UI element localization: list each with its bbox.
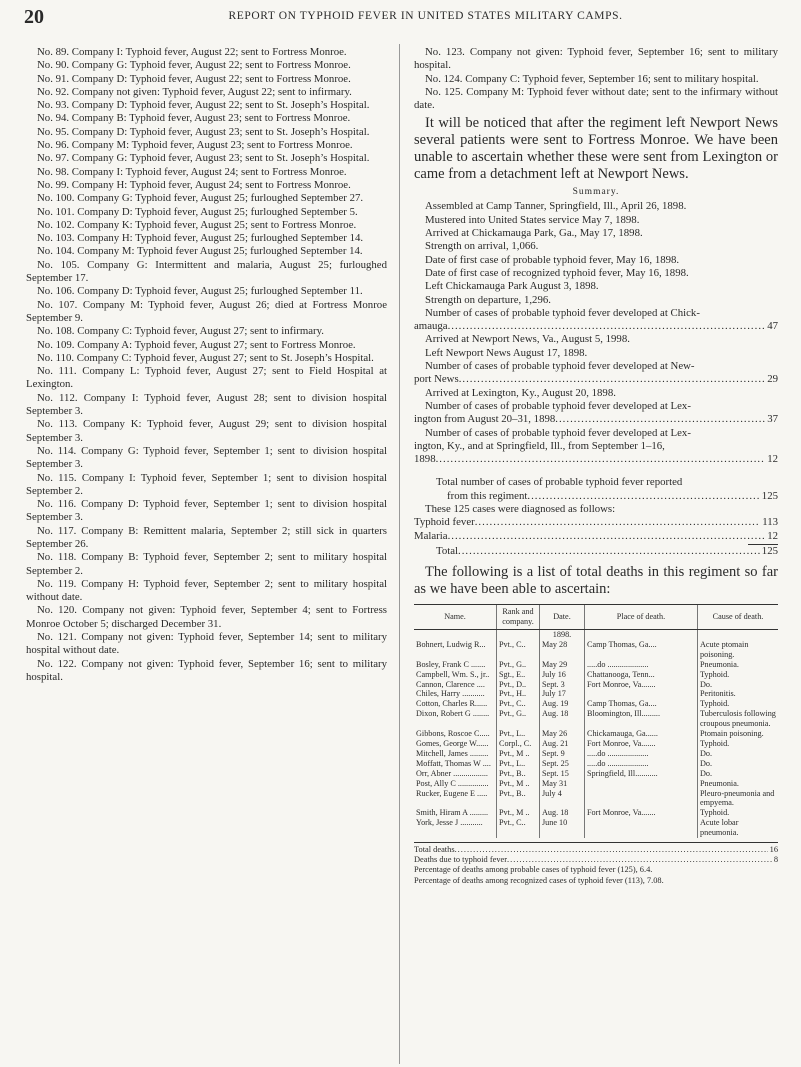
death-place: Chattanooga, Tenn... xyxy=(585,670,698,680)
death-name: Cotton, Charles R...... xyxy=(416,699,488,709)
death-date: Sept. 25 xyxy=(540,759,585,769)
typhoid-deaths-row: Deaths due to typhoid fever ..... 8 xyxy=(414,855,778,865)
case-entry: No. 121. Company not given: Typhoid fever, September 14; sent to military hospital without date. xyxy=(26,631,387,657)
death-cause: Acute lobar pneumonia. xyxy=(698,818,779,838)
death-place: Fort Monroe, Va....... xyxy=(585,739,698,749)
death-place: .....do .................... xyxy=(585,759,698,769)
death-cause: Pneumonia. xyxy=(698,779,779,789)
death-row xyxy=(414,670,778,680)
case-entry: No. 120. Company not given: Typhoid fever, September 4; sent to Fortress Monroe October 5; discharged December 31. xyxy=(26,604,387,630)
case-entry: No. 117. Company B: Remittent malaria, September 2; still sick in quarters September 26. xyxy=(26,524,387,550)
death-row xyxy=(414,818,778,838)
total-cases-row: from this regiment ..... 125 xyxy=(414,490,778,503)
deaths-table-body xyxy=(414,630,778,839)
case-entry: No. 96. Company M: Typhoid fever, August 23; sent to Fortress Monroe. xyxy=(37,139,353,152)
lex-count-value: 37 xyxy=(767,413,778,426)
running-title: REPORT ON TYPHOID FEVER IN UNITED STATES MILITARY CAMPS. xyxy=(228,10,623,22)
malaria-row: Malaria ..... 12 xyxy=(414,530,778,543)
summary-line: Date of first case of recognized typhoid fever, May 16, 1898. xyxy=(425,266,689,279)
death-place: .....do .................... xyxy=(585,660,698,670)
death-name: Bosley, Frank C ....... xyxy=(416,659,486,669)
death-place: .....do .................... xyxy=(585,749,698,759)
case-entry: No. 97. Company G: Typhoid fever, August 23; sent to St. Joseph’s Hospital. xyxy=(37,152,370,165)
year-row xyxy=(414,630,778,640)
summary-line: Strength on arrival, 1,066. xyxy=(425,240,539,253)
diag-total-row: Total ..... 125 xyxy=(414,545,778,558)
case-entry: No. 122. Company not given: Typhoid fever, September 16; sent to military hospital. xyxy=(26,657,387,683)
summary-line: Left Chickamauga Park August 3, 1898. xyxy=(425,280,599,293)
case-entry: No. 113. Company K: Typhoid fever, August 29; sent to division hospital September 3. xyxy=(26,418,387,444)
death-date: July 17 xyxy=(540,689,585,699)
death-cause: Pneumonia. xyxy=(698,660,779,670)
page-number: 20 xyxy=(24,6,44,28)
right-column xyxy=(414,46,778,886)
death-rank: Pvt., G.. xyxy=(497,709,540,729)
death-place xyxy=(585,789,698,809)
case-entry: No. 107. Company M: Typhoid fever, August 26; died at Fortress Monroe September 9. xyxy=(26,298,387,324)
death-rank: Pvt., L.. xyxy=(497,729,540,739)
total-deaths-value: 16 xyxy=(769,845,778,855)
summary-heading: Summary. xyxy=(572,187,620,198)
death-name: Gomes, George W...... xyxy=(416,738,489,748)
death-cause: Do. xyxy=(698,769,779,779)
diagnosed-intro: These 125 cases were diagnosed as follows: xyxy=(425,503,616,516)
death-date: Sept. 3 xyxy=(540,680,585,690)
newport-count-row: port News ..... 29 xyxy=(414,373,778,386)
case-entry: No. 124. Company C: Typhoid fever, September 16; sent to military hospital. xyxy=(425,72,759,85)
death-name: Gibbons, Roscoe C..... xyxy=(416,729,490,739)
case-entry: No. 118. Company B: Typhoid fever, September 2; sent to military hospital September 2. xyxy=(26,551,387,577)
death-date: May 31 xyxy=(540,779,585,789)
death-name: York, Jesse J ........... xyxy=(416,818,483,828)
death-row xyxy=(414,680,778,690)
lexsp-count-value: 12 xyxy=(767,453,778,466)
lexsp-count-text-2: ington, Ky., and at Springfield, Ill., from September 1–16, xyxy=(414,439,665,452)
death-cause: Pleuro-pneumonia and empyema. xyxy=(698,789,779,809)
chick-count-text: Number of cases of probable typhoid fever developed at Chick- xyxy=(425,306,700,319)
death-row xyxy=(414,660,778,670)
death-date: May 29 xyxy=(540,660,585,670)
death-name: Dixon, Robert G ........ xyxy=(416,709,490,719)
typhoid-row: Typhoid fever ..... 113 xyxy=(414,516,778,529)
death-place xyxy=(585,818,698,838)
death-name: Mitchell, James ......... xyxy=(416,748,489,758)
case-entry: No. 111. Company L: Typhoid fever, August 27; sent to Field Hospital at Lexington. xyxy=(26,365,387,391)
death-rank: Pvt., C.. xyxy=(497,818,540,838)
lexsp-count-text-1: Number of cases of probable typhoid fever developed at Lex- xyxy=(425,426,691,439)
newport-count-value: 29 xyxy=(767,373,778,386)
death-date: July 16 xyxy=(540,670,585,680)
col-rank: Rank and company. xyxy=(497,605,540,630)
death-place: Springfield, Ill........... xyxy=(585,769,698,779)
lexsp-count-row: 1898 ..... 12 xyxy=(414,453,778,466)
death-rank: Sgt., E.. xyxy=(497,670,540,680)
death-cause: Acute ptomain poisoning. xyxy=(698,640,779,660)
death-place: Camp Thomas, Ga.... xyxy=(585,640,698,660)
summary-line: Assembled at Camp Tanner, Springfield, Ill., April 26, 1898. xyxy=(425,200,687,213)
death-row xyxy=(414,779,778,789)
case-entry: No. 90. Company G: Typhoid fever, August 22; sent to Fortress Monroe. xyxy=(37,59,351,72)
deaths-table-header xyxy=(414,605,778,630)
case-entry: No. 92. Company not given: Typhoid fever, August 22; sent to infirmary. xyxy=(37,85,352,98)
total-cases-value: 125 xyxy=(761,489,778,502)
case-entry: No. 116. Company D: Typhoid fever, September 1; sent to division hospital September 3. xyxy=(26,498,387,524)
case-entry: No. 91. Company D: Typhoid fever, August 22; sent to Fortress Monroe. xyxy=(37,72,351,85)
death-cause: Typhoid. xyxy=(698,699,779,709)
summary-lines xyxy=(414,200,778,306)
death-place: Bloomington, Ill......... xyxy=(585,709,698,729)
death-cause: Peritonitis. xyxy=(698,689,779,699)
notice-paragraph: It will be noticed that after the regiment left Newport News several patients were sent to Fortress Monroe. We have been unable to ascertain whether these were sent from Lexington or came from a detachment left at Newport News. xyxy=(414,115,778,183)
diag-total-value: 125 xyxy=(761,544,778,557)
summary-line: Date of first case of probable typhoid fever, May 16, 1898. xyxy=(425,253,680,266)
death-name: Smith, Hiram A ......... xyxy=(416,808,489,818)
case-entry: No. 100. Company G: Typhoid fever, August 25; furloughed September 27. xyxy=(37,192,364,205)
death-place xyxy=(585,779,698,789)
death-rank: Pvt., D.. xyxy=(497,680,540,690)
case-entry: No. 108. Company C: Typhoid fever, August 27; sent to infirmary. xyxy=(37,325,325,338)
death-row xyxy=(414,759,778,769)
case-entry: No. 93. Company D: Typhoid fever, August 22; sent to St. Joseph’s Hospital. xyxy=(37,99,370,112)
typhoid-deaths-value: 8 xyxy=(773,855,778,865)
death-row xyxy=(414,709,778,729)
case-entry: No. 112. Company I: Typhoid fever, August 28; sent to division hospital September 3. xyxy=(26,391,387,418)
death-rank: Pvt., M .. xyxy=(497,779,540,789)
death-date: Sept. 9 xyxy=(540,749,585,759)
col-date: Date. xyxy=(540,605,585,630)
case-entry: No. 109. Company A: Typhoid fever, August 27; sent to Fortress Monroe. xyxy=(37,338,356,351)
death-place: Fort Monroe, Va....... xyxy=(585,808,698,818)
newport-count-text: Number of cases of probable typhoid fever developed at New- xyxy=(425,360,695,373)
arrived-newport: Arrived at Newport News, Va., August 5, 1998. xyxy=(425,333,630,346)
chick-count-value: 47 xyxy=(767,320,778,333)
case-entry: No. 115. Company I: Typhoid fever, September 1; sent to division hospital September 2. xyxy=(26,471,387,497)
death-row xyxy=(414,689,778,699)
case-entry: No. 114. Company G: Typhoid fever, September 1; sent to division hospital September 3. xyxy=(26,444,387,471)
death-rank: Pvt., B.. xyxy=(497,789,540,809)
death-name: Moffatt, Thomas W .... xyxy=(416,758,491,768)
malaria-value: 12 xyxy=(767,529,778,542)
death-cause: Typhoid. xyxy=(698,739,779,749)
summary-line: Mustered into United States service May 7, 1898. xyxy=(425,213,640,226)
death-place: Fort Monroe, Va....... xyxy=(585,680,698,690)
case-entry: No. 94. Company B: Typhoid fever, August 23; sent to Fortress Monroe. xyxy=(37,112,351,125)
death-name: Cannon, Clarence .... xyxy=(416,679,485,689)
death-cause: Typhoid. xyxy=(698,670,779,680)
death-name: Bohnert, Ludwig R... xyxy=(416,639,486,649)
death-row xyxy=(414,769,778,779)
death-date: Aug. 18 xyxy=(540,808,585,818)
death-place: Camp Thomas, Ga.... xyxy=(585,699,698,709)
total-deaths-row: Total deaths ..... 16 xyxy=(414,845,778,855)
col-place: Place of death. xyxy=(585,605,698,630)
total-cases-text: Total number of cases of probable typhoid fever reported xyxy=(436,476,683,489)
case-entry: No. 101. Company D: Typhoid fever, August 25; furloughed September 5. xyxy=(37,205,358,218)
case-entry: No. 95. Company D: Typhoid fever, August 23; sent to St. Joseph’s Hospital. xyxy=(37,125,370,138)
case-entry: No. 104. Company M: Typhoid fever August 25; furloughed September 14. xyxy=(37,245,363,258)
left-column xyxy=(26,46,387,684)
death-row xyxy=(414,749,778,759)
death-rank: Pvt., G.. xyxy=(497,660,540,670)
chick-count-row: amauga ..... 47 xyxy=(414,320,778,333)
summary-line: Strength on departure, 1,296. xyxy=(425,293,551,306)
death-cause: Tuberculosis following croupous pneumonia. xyxy=(698,709,779,729)
lex-count-row: ington from August 20–31, 1898 ..... 37 xyxy=(414,413,778,426)
case-entry: No. 106. Company D: Typhoid fever, August 25; furloughed September 11. xyxy=(37,285,363,298)
col-name: Name. xyxy=(414,605,497,630)
death-date: July 4 xyxy=(540,789,585,809)
death-row xyxy=(414,808,778,818)
case-entry: No. 119. Company H: Typhoid fever, September 2; sent to military hospital without date. xyxy=(26,577,387,604)
pct-probable: Percentage of deaths among probable cases of typhoid fever (125), 6.4. xyxy=(414,865,653,875)
death-cause: Do. xyxy=(698,749,779,759)
death-name: Rucker, Eugene E ..... xyxy=(416,788,488,798)
death-row xyxy=(414,640,778,660)
case-entry: No. 110. Company C: Typhoid fever, August 27; sent to St. Joseph’s Hospital. xyxy=(37,351,374,364)
death-cause: Do. xyxy=(698,759,779,769)
death-cause: Ptomain poisoning. xyxy=(698,729,779,739)
death-rank: Pvt., C.. xyxy=(497,640,540,660)
death-date: June 10 xyxy=(540,818,585,838)
death-date: Aug. 18 xyxy=(540,709,585,729)
death-date: Aug. 19 xyxy=(540,699,585,709)
death-date: Aug. 21 xyxy=(540,739,585,749)
death-name: Campbell, Wm. S., jr.. xyxy=(416,669,490,679)
case-entry: No. 105. Company G: Intermittent and malaria, August 25; furloughed September 17. xyxy=(26,258,387,285)
summary-line: Arrived at Chickamauga Park, Ga., May 17, 1898. xyxy=(425,227,643,240)
pct-recognized: Percentage of deaths among recognized cases of typhoid fever (113), 7.08. xyxy=(414,875,664,885)
death-date: May 28 xyxy=(540,640,585,660)
arrived-lexington: Arrived at Lexington, Ky., August 20, 1898. xyxy=(425,386,616,399)
death-name: Post, Ally C ............... xyxy=(416,778,489,788)
column-divider xyxy=(399,44,400,1064)
death-row xyxy=(414,729,778,739)
deaths-footer xyxy=(414,842,778,886)
death-rank: Pvt., B.. xyxy=(497,769,540,779)
col-cause: Cause of death. xyxy=(698,605,779,630)
case-entry: No. 123. Company not given: Typhoid fever, September 16; sent to military hospital. xyxy=(414,46,778,72)
death-place: Chickamauga, Ga...... xyxy=(585,729,698,739)
left-newport: Left Newport News August 17, 1898. xyxy=(425,346,588,359)
death-rank: Pvt., L.. xyxy=(497,759,540,769)
death-rank: Pvt., M .. xyxy=(497,808,540,818)
case-entry: No. 103. Company H: Typhoid fever, August 25; furloughed September 14. xyxy=(37,232,364,245)
case-entry: No. 98. Company I: Typhoid fever, August 24; sent to Fortress Monroe. xyxy=(37,165,347,178)
death-rank: Pvt., M .. xyxy=(497,749,540,759)
year-label: 1898. xyxy=(540,630,585,640)
deaths-intro: The following is a list of total deaths in this regiment so far as we have been able to ascertain: xyxy=(414,564,778,598)
death-date: May 26 xyxy=(540,729,585,739)
deaths-table xyxy=(414,604,778,838)
case-entry: No. 102. Company K: Typhoid fever, August 25; sent to Fortress Monroe. xyxy=(37,218,357,231)
typhoid-value: 113 xyxy=(762,516,778,529)
death-rank: Corpl., C. xyxy=(497,739,540,749)
death-cause: Do. xyxy=(698,680,779,690)
page-header xyxy=(0,6,801,30)
death-date: Sept. 15 xyxy=(540,769,585,779)
lex-count-text: Number of cases of probable typhoid fever developed at Lex- xyxy=(425,399,691,412)
death-row xyxy=(414,789,778,809)
case-entries-continued xyxy=(414,46,778,112)
case-entry: No. 125. Company M: Typhoid fever without date; sent to the infirmary without date. xyxy=(414,85,778,112)
case-entry: No. 99. Company H: Typhoid fever, August 24; sent to Fortress Monroe. xyxy=(37,178,351,191)
death-rank: Pvt., C.. xyxy=(497,699,540,709)
death-row xyxy=(414,739,778,749)
death-cause: Typhoid. xyxy=(698,808,779,818)
death-place xyxy=(585,689,698,699)
death-rank: Pvt., H.. xyxy=(497,689,540,699)
case-entry: No. 89. Company I: Typhoid fever, August 22; sent to Fortress Monroe. xyxy=(37,46,347,58)
death-name: Chiles, Harry ........... xyxy=(416,689,485,699)
death-name: Orr, Abner ................. xyxy=(416,768,488,778)
death-row xyxy=(414,699,778,709)
